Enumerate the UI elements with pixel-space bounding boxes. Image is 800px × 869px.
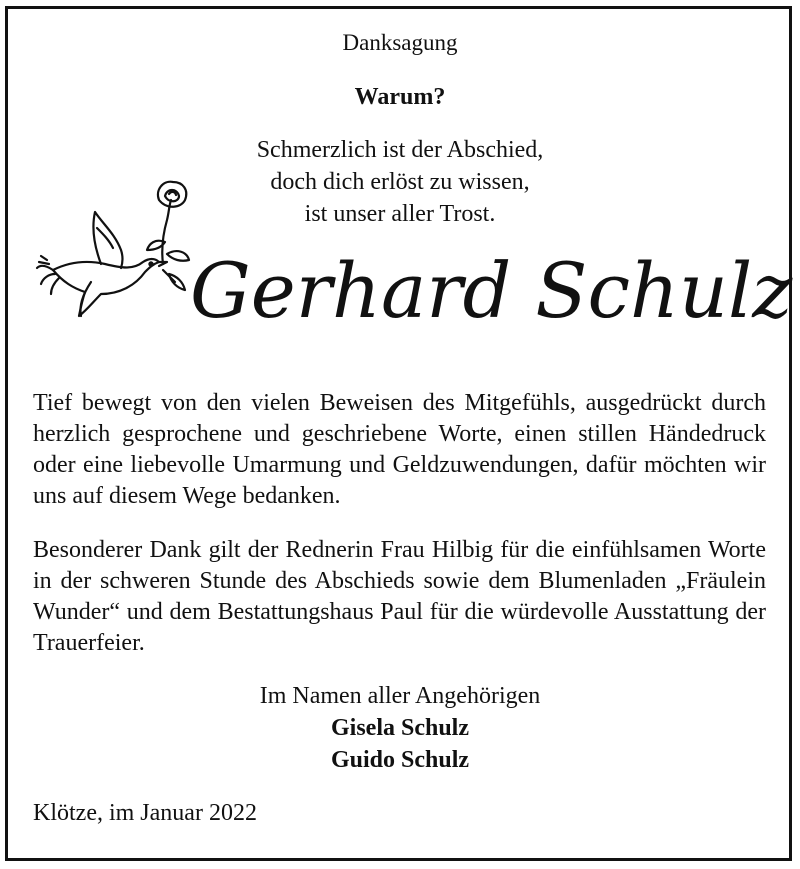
- signature-block: [0, 680, 800, 776]
- dove-with-rose-icon: [35, 178, 195, 338]
- place-date: Klötze, im Januar 2022: [33, 800, 257, 826]
- question-heading: Warum?: [354, 84, 446, 110]
- verse-line-2: doch dich erlöst zu wissen,: [270, 169, 530, 195]
- notice-heading: Danksagung: [342, 30, 458, 55]
- thanks-paragraph: Tief bewegt von den vielen Beweisen des Mitgefühls, ausgedrückt durch herzlich gesprochene und geschriebene Worte, einen stillen Händedruck oder eine liebevolle Umarmung und Geldzuwendungen, dafür möchten wir uns auf diesem Wege bedanken.: [33, 390, 766, 509]
- signature-name-1: Gisela Schulz: [330, 715, 469, 741]
- deceased-name: Gerhard Schulz: [190, 246, 793, 335]
- special-thanks-paragraph: Besonderer Dank gilt der Rednerin Frau Hilbig für die einfühlsamen Worte in der schweren Stunde des Abschieds sowie dem Blumenladen „Fräulein Wunder“ und dem Bestattungshaus Paul für die würdevolle Ausstattung der Trauerfeier.: [33, 537, 766, 656]
- verse-line-3: ist unser aller Trost.: [304, 201, 496, 227]
- signature-name-2: Guido Schulz: [330, 747, 470, 773]
- verse-line-1: Schmerzlich ist der Abschied,: [256, 137, 544, 163]
- signature-intro: Im Namen aller Angehörigen: [259, 683, 541, 709]
